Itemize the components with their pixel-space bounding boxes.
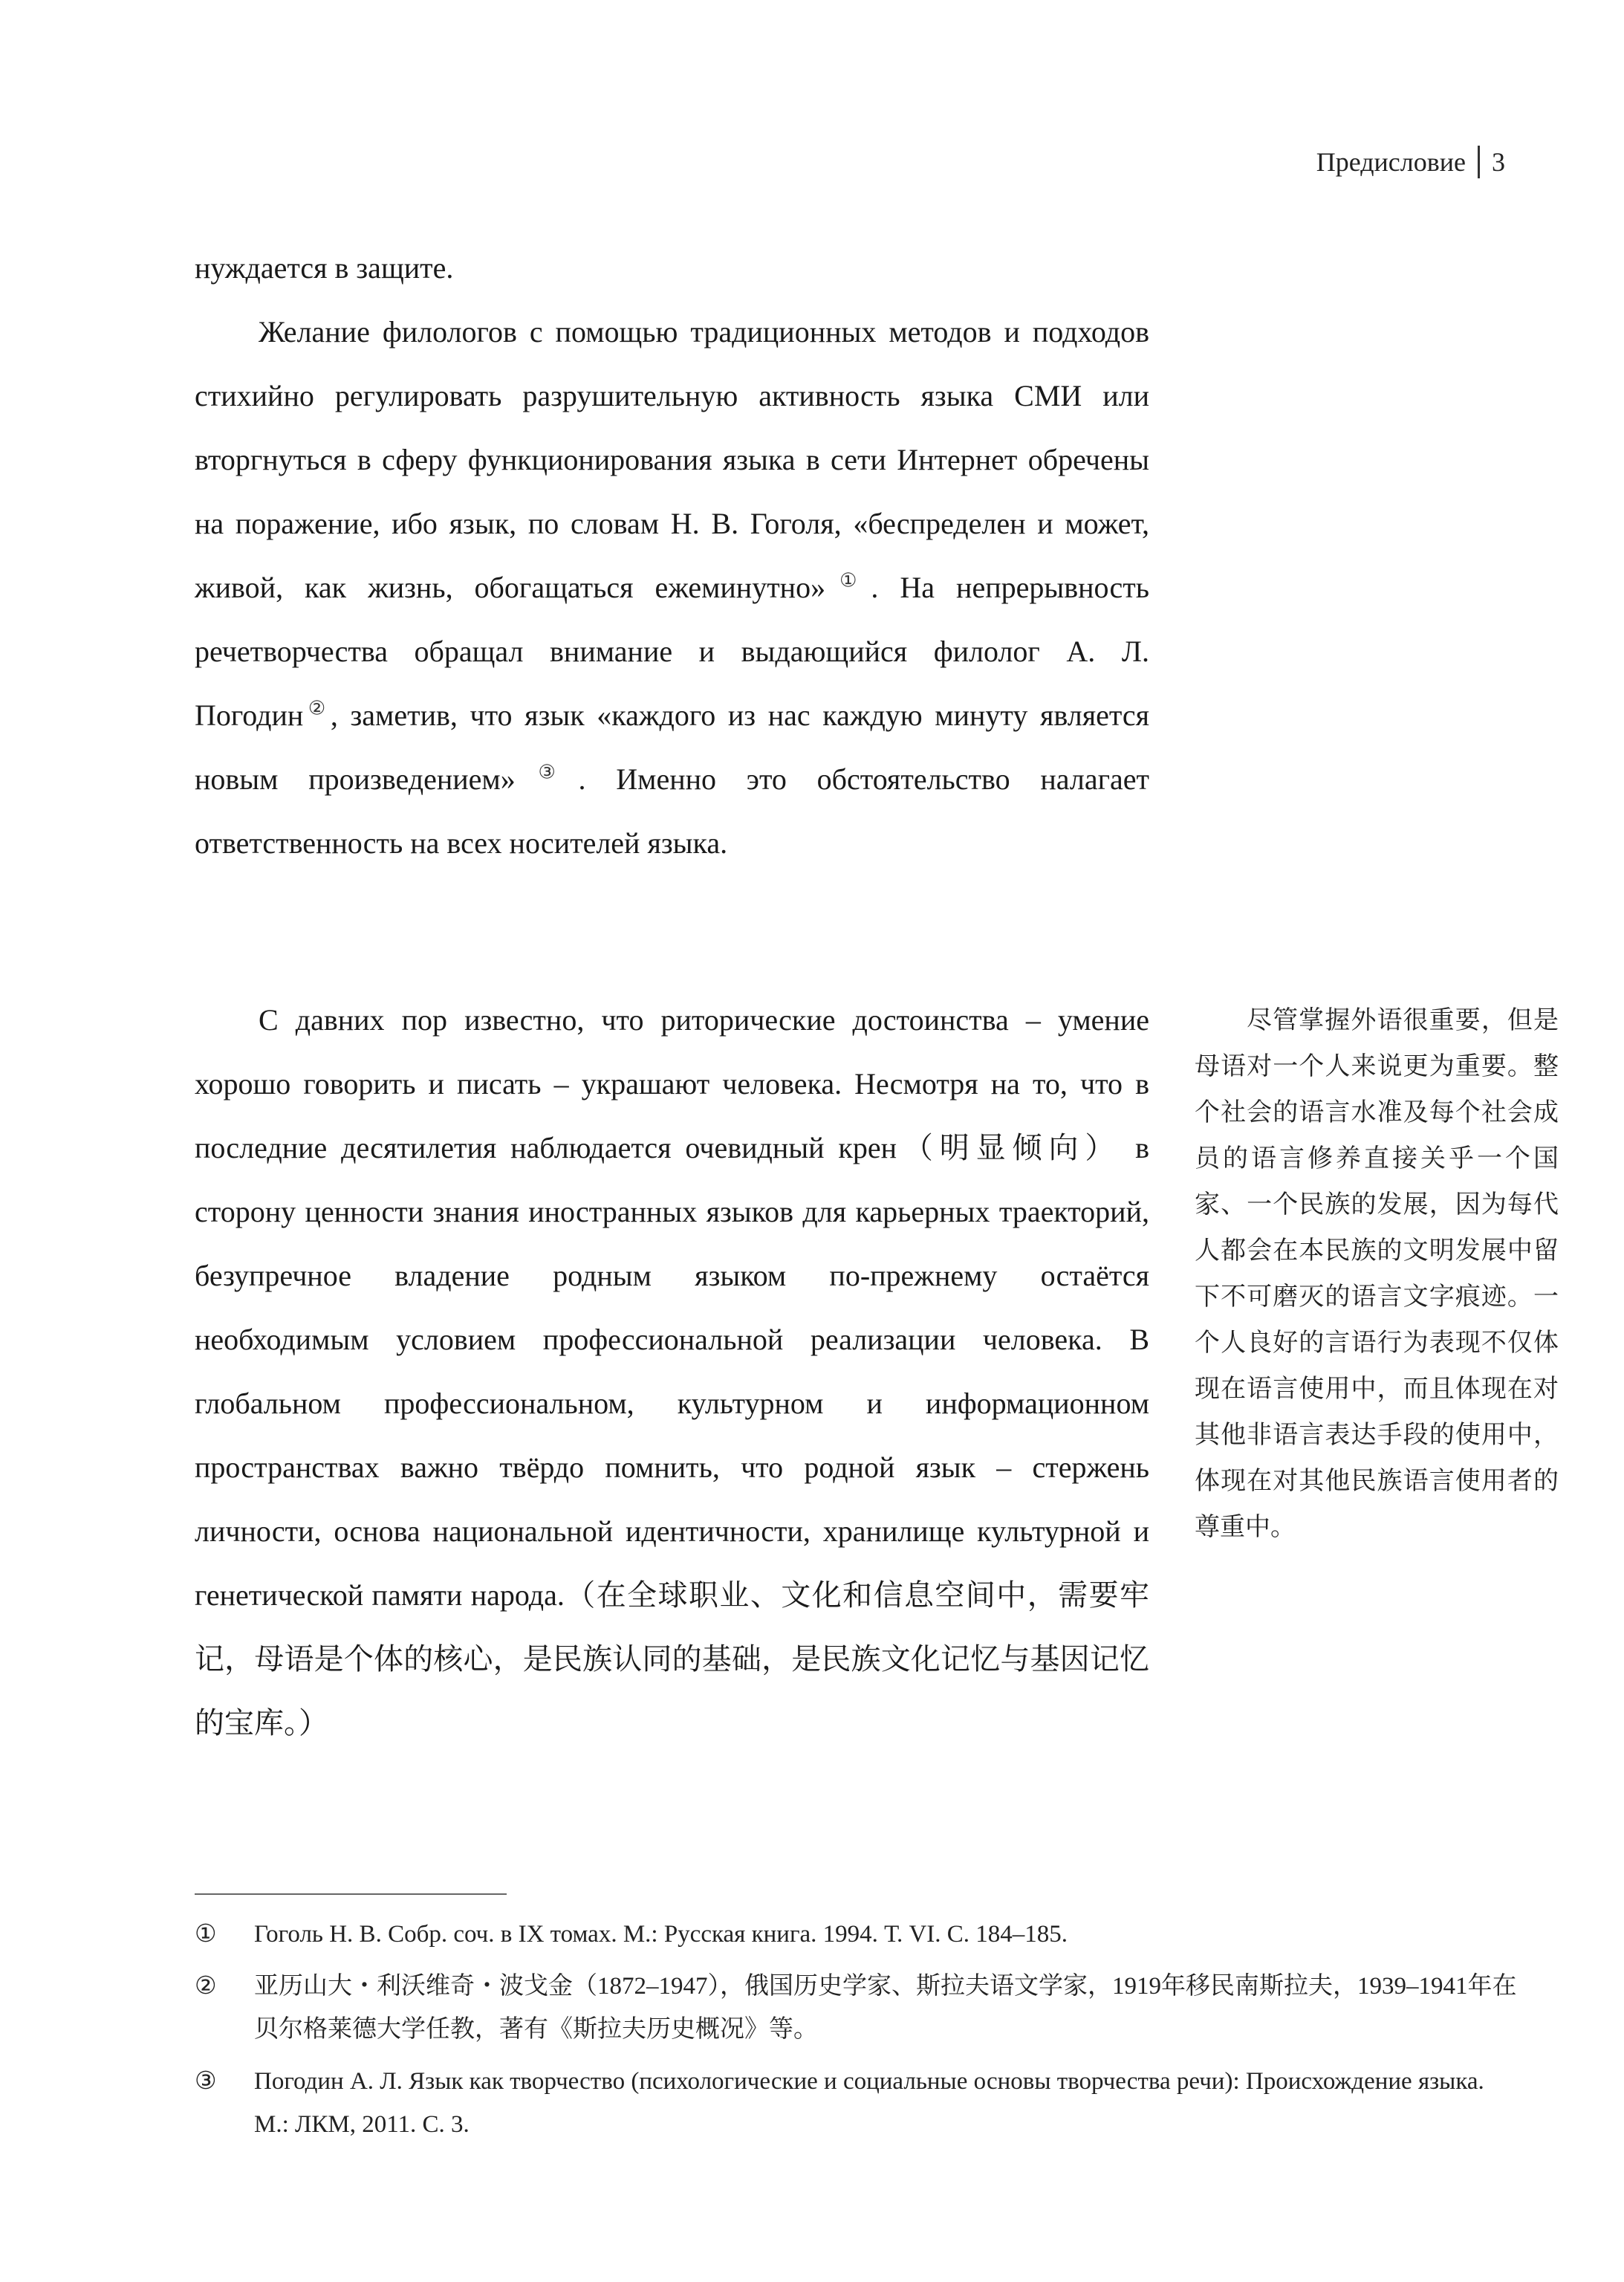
main-text-block-2 xyxy=(195,988,1149,1755)
footnote-ref-1[interactable]: ① xyxy=(825,569,871,591)
footnote-number: ② xyxy=(195,1973,217,2000)
sidebar-note: 尽管掌握外语很重要，但是母语对一个人来说更为重要。整个社会的语言水准及每个社会成员的语言修养直接关乎一个国家、一个民族的发展，因为每代人都会在本民族的文明发展中留下不可磨灭的语言文字痕迹。一个人良好的言语行为表现不仅体现在语言使用中，而且体现在对其他非语言表达手段的使用中，体现在对其他民族语言使用者的尊重中。 xyxy=(1195,1005,1559,1542)
footnote-text: 亚历山大・利沃维奇・波戈金（1872–1947），俄国历史学家、斯拉夫语文学家，1919年移民南斯拉夫，1939–1941年在贝尔格莱德大学任教，著有《斯拉夫历史概况》等。 xyxy=(254,1973,1517,2043)
chinese-gloss-inline: （明显倾向） xyxy=(897,1131,1122,1165)
footnote-text: Гоголь Н. В. Собр. соч. в IX томах. М.: Русская книга. 1994. Т. VI. С. 184–185. xyxy=(254,1921,1068,1948)
running-header-title: Предисловие xyxy=(1316,147,1466,177)
paragraph-text-part: Желание филологов с помощью традиционных методов и подходов стихийно регулировать разрушительную активность языка СМИ или вторгнуться в сферу функционирования языка в сети Интернет обречены на поражение, ибо язык, по словам Н. В. Гоголя, «беспределен и может, живой, как жизнь, обогащаться ежеминутно» xyxy=(195,315,1149,604)
footnote-number: ③ xyxy=(195,2068,217,2095)
paragraph-text-part: в сторону ценности знания иностранных языков для карьерных траекторий, безупречное владение родным языком по-прежнему остаётся необходимым условием профессиональной реализации человека. В глобальном профессиональном, культурном и информационном пространствах важно твёрдо помнить, что родной язык – стержень личности, основа национальной идентичности, хранилище культурной и генетической памяти народа. xyxy=(195,1131,1149,1612)
footnote-text: Погодин А. Л. Язык как творчество (психологические и социальные основы творчества речи): Происхождение языка. М.: ЛКМ, 2011. С. 3. xyxy=(254,2068,1484,2138)
footnote-rule xyxy=(195,1893,507,1895)
header-divider xyxy=(1478,146,1480,178)
footnote-number: ① xyxy=(195,1921,217,1948)
footnote-ref-2[interactable]: ② xyxy=(303,697,331,719)
footnotes xyxy=(195,1913,1517,2155)
footnote-2 xyxy=(195,1965,1517,2051)
footnote-1 xyxy=(195,1913,1517,1956)
running-header xyxy=(1316,146,1505,178)
paragraph-text-part: . На непрерывность речетворчества обращал внимание и выдающийся филолог А. Л. Погодин xyxy=(195,571,1149,732)
paragraph-continuation: нуждается в защите. xyxy=(195,251,454,285)
footnote-3 xyxy=(195,2060,1517,2146)
main-text-block-1 xyxy=(195,236,1149,875)
paragraph-text-part: . Именно это обстоятельство налагает ответственность на всех носителей языка. xyxy=(195,762,1149,860)
footnote-ref-3[interactable]: ③ xyxy=(515,761,579,783)
paragraph-text-part: С давних пор известно, что риторические достоинства – умение хорошо говорить и писать – украшают человека. Несмотря на то, что в последние десятилетия наблюдается очевидный крен xyxy=(195,1003,1149,1164)
page-number: 3 xyxy=(1492,147,1505,177)
chinese-translation: （在全球职业、文化和信息空间中，需要牢记，母语是个体的核心，是民族认同的基础，是民族文化记忆与基因记忆的宝库。） xyxy=(195,1578,1150,1740)
paragraph-philologists xyxy=(195,300,1149,875)
paragraph-text-part: , заметив, что язык «каждого из нас каждую минуту является новым произведением» xyxy=(195,698,1149,796)
paragraph-rhetoric xyxy=(195,988,1149,1755)
